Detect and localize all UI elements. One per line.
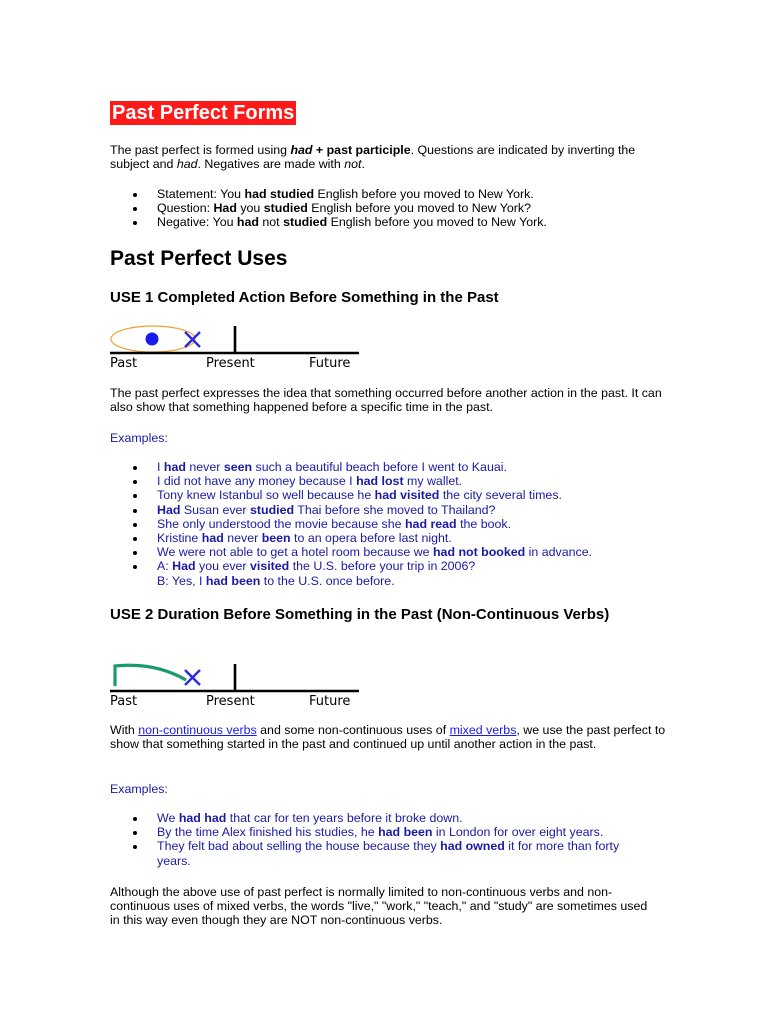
non-continuous-verbs-link[interactable]: non-continuous verbs: [138, 723, 257, 737]
timeline-past-label: Past: [110, 694, 138, 709]
use2-description: With non-continuous verbs and some non-continuous uses of mixed verbs, we use the past perfect to show that something started in the past and continued up until another action in the past.: [110, 723, 666, 751]
list-item: Kristine had never been to an opera before last night.: [110, 531, 670, 545]
list-item: We were not able to get a hotel room because we had not booked in advance.: [110, 545, 670, 559]
use2-examples-list: [110, 811, 650, 868]
forms-heading: [110, 101, 296, 125]
mixed-verbs-link[interactable]: mixed verbs: [449, 723, 517, 737]
use1-timeline: [110, 322, 362, 372]
timeline-dot: [146, 333, 159, 346]
use1-heading: USE 1 Completed Action Before Something in the Past: [110, 289, 499, 306]
list-item: I had never seen such a beautiful beach before I went to Kauai.: [110, 460, 670, 474]
timeline-present-label: Present: [206, 694, 255, 709]
forms-intro: The past perfect is formed using had + past participle. Questions are indicated by inverting the subject and had. Negatives are made with not.: [110, 143, 636, 171]
list-item: Negative: You had not studied English before you moved to New York.: [110, 215, 670, 229]
timeline-past-label: Past: [110, 356, 138, 371]
use2-note: Although the above use of past perfect is normally limited to non-continuous verbs and non-continuous uses of mixed verbs, the words "live," "work," "teach," and "study" are sometimes used in this way even though they are NOT non-continuous verbs.: [110, 885, 648, 927]
list-item: Had Susan ever studied Thai before she moved to Thailand?: [110, 503, 670, 517]
list-item: Tony knew Istanbul so well because he had visited the city several times.: [110, 488, 670, 502]
forms-heading-text: Past Perfect Forms: [112, 102, 295, 124]
list-item: Question: Had you studied English before you moved to New York?: [110, 201, 670, 215]
use1-examples-list: [110, 460, 670, 588]
list-item: Statement: You had studied English before you moved to New York.: [110, 187, 670, 201]
timeline-future-label: Future: [309, 356, 351, 371]
list-item: I did not have any money because I had lost my wallet.: [110, 474, 670, 488]
use2-timeline: [110, 660, 362, 710]
timeline-future-label: Future: [309, 694, 351, 709]
use2-examples-label: Examples:: [110, 782, 168, 796]
forms-list: [110, 187, 670, 230]
list-item: She only understood the movie because she had read the book.: [110, 517, 670, 531]
use1-description: The past perfect expresses the idea that something occurred before another action in the past. It can also show that something happened before a specific time in the past.: [110, 386, 662, 414]
use1-examples-label: Examples:: [110, 431, 168, 445]
example-continuation: B: Yes, I had been to the U.S. once before.: [157, 573, 395, 588]
list-item: By the time Alex finished his studies, he had been in London for over eight years.: [110, 825, 650, 839]
uses-heading: Past Perfect Uses: [110, 247, 288, 270]
list-item: They felt bad about selling the house because they had owned it for more than forty years.: [110, 839, 650, 867]
timeline-present-label: Present: [206, 356, 255, 371]
timeline-duration-arc: [115, 665, 186, 686]
list-item: A: Had you ever visited the U.S. before your trip in 2006? B: Yes, I had been to the U.S. once before.: [110, 559, 670, 587]
use2-heading: USE 2 Duration Before Something in the Past (Non-Continuous Verbs): [110, 606, 610, 623]
list-item: We had had that car for ten years before it broke down.: [110, 811, 650, 825]
